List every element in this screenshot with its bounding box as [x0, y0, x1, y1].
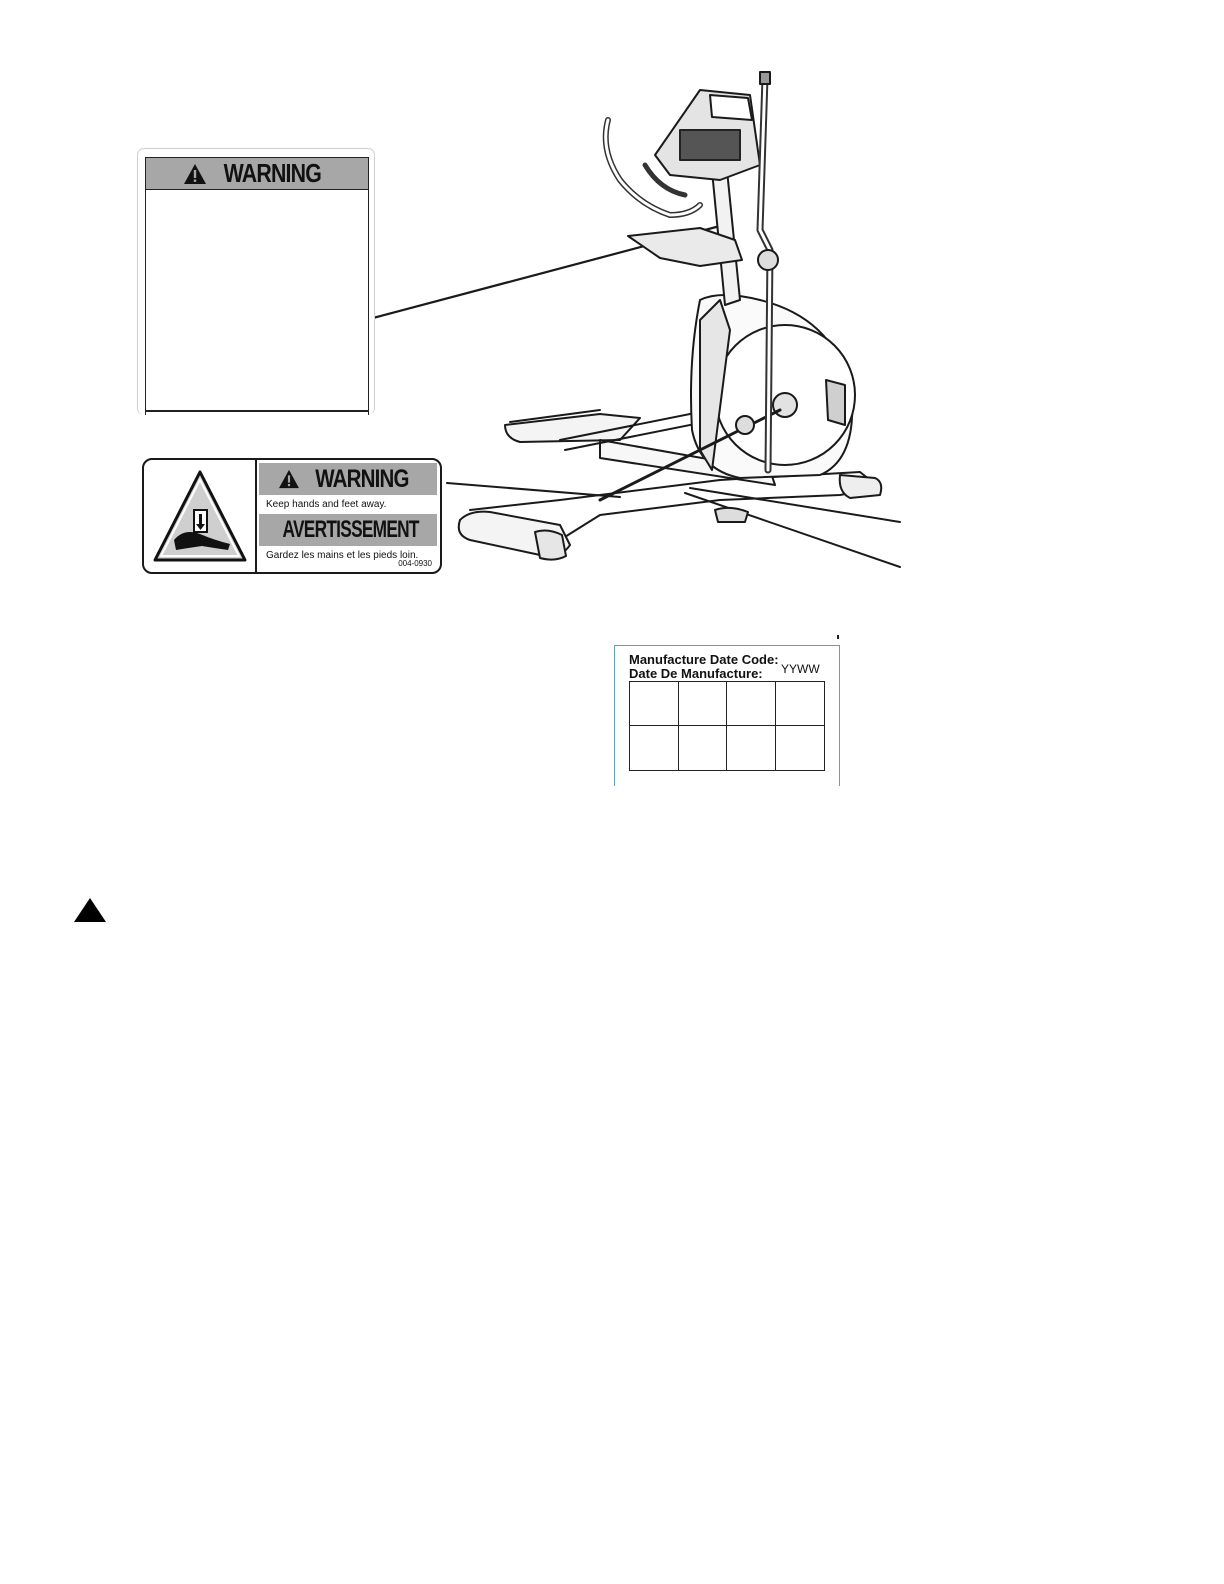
date-grid-cell: [630, 682, 679, 726]
main-warning-divider: [145, 410, 369, 412]
date-grid-cell: [679, 682, 728, 726]
date-grid-cell: [727, 726, 776, 770]
date-grid-cell: [776, 682, 825, 726]
pinch-text-fr: Gardez les mains et les pieds loin.: [266, 550, 419, 561]
date-code-grid: [629, 681, 825, 771]
pinch-heading-fr: AVERTISSEMENT: [282, 516, 419, 543]
pinch-text-en: Keep hands and feet away.: [266, 499, 387, 510]
warning-triangle-icon: [183, 163, 207, 185]
manufacture-date-label: [614, 645, 840, 786]
pinch-part-number: 004-0930: [398, 559, 432, 568]
pinch-warning-bar-en: [259, 463, 437, 495]
pinch-warning-label: [142, 458, 442, 574]
warning-triangle-icon: [73, 897, 107, 923]
date-grid-cell: [630, 726, 679, 770]
date-grid-cell: [776, 726, 825, 770]
date-code-format: YYWW: [781, 662, 820, 676]
main-warning-label: [137, 148, 375, 415]
date-grid-cell: [679, 726, 728, 770]
tick-mark: [837, 635, 839, 639]
main-warning-heading: WARNING: [223, 158, 321, 188]
main-warning-body: [145, 189, 369, 415]
pinch-hazard-icon: [144, 460, 255, 572]
date-code-title-fr: Date De Manufacture:: [629, 666, 763, 681]
date-code-title: Manufacture Date Code:: [629, 652, 779, 667]
pinch-icon-panel: [144, 460, 257, 572]
main-warning-header: [145, 157, 369, 190]
date-grid-cell: [727, 682, 776, 726]
warning-triangle-icon: [278, 469, 300, 489]
pinch-warning-bar-fr: [259, 514, 437, 546]
pinch-heading-en: WARNING: [314, 464, 409, 493]
